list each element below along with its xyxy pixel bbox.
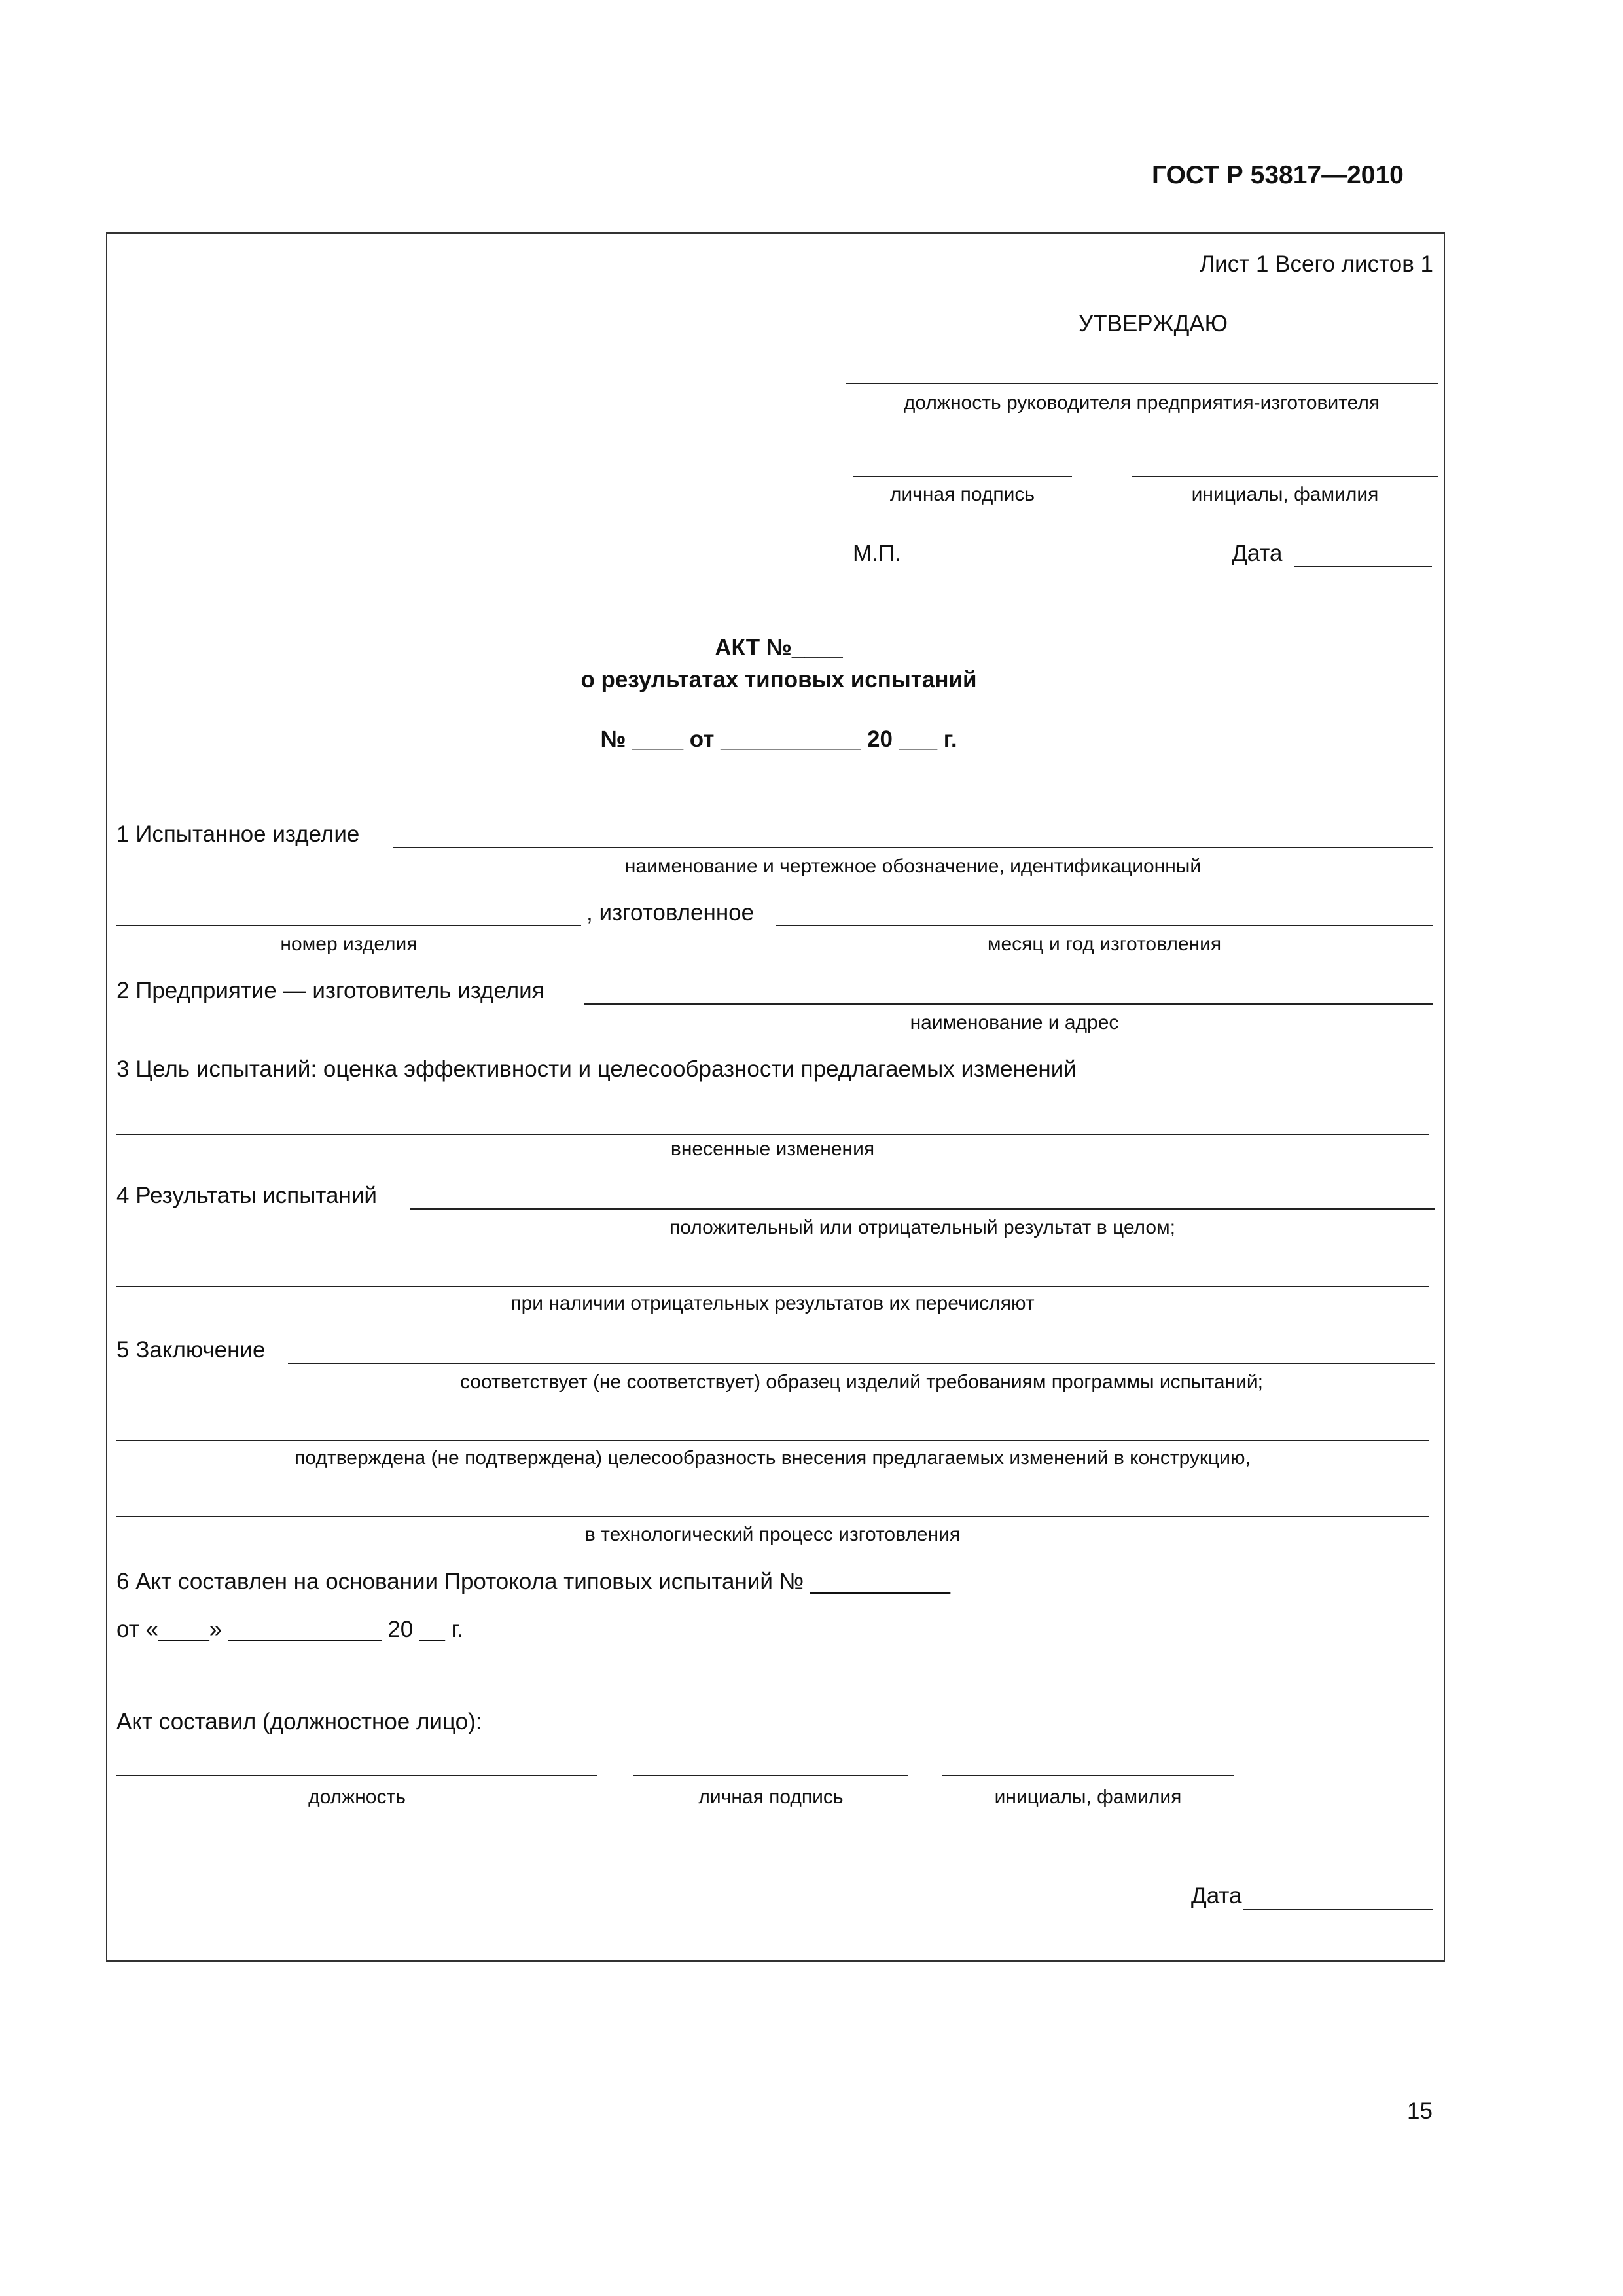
item5-line2[interactable] [116,1440,1429,1441]
position-caption: должность руководителя предприятия-изготовителя [903,392,1380,414]
item4-line[interactable] [410,1208,1435,1210]
position-line[interactable] [846,383,1438,384]
signoff-signature-line[interactable] [633,1775,908,1776]
signoff-date-line[interactable] [1243,1909,1433,1910]
item4-caption2: при наличии отрицательных результатов их перечисляют [510,1293,1035,1314]
item2-line[interactable] [584,1003,1433,1005]
signoff-name-line[interactable] [942,1775,1234,1776]
act-number-date: № ____ от ___________ 20 ___ г. [600,726,957,752]
item6-date: от «____» ____________ 20 __ г. [116,1617,463,1642]
item5-line3[interactable] [116,1516,1429,1517]
standard-code: ГОСТ Р 53817—2010 [1152,161,1404,189]
signoff-position-line[interactable] [116,1775,597,1776]
act-title: АКТ №____ [715,635,843,660]
item1-month-caption: месяц и год изготовления [987,933,1222,955]
item4-caption1: положительный или отрицательный результат в целом; [669,1217,1175,1238]
item2-caption: наименование и адрес [910,1012,1119,1033]
approval-date-line[interactable] [1294,566,1432,567]
item1-label: 1 Испытанное изделие [116,821,360,847]
signoff-signature-caption: личная подпись [698,1786,844,1808]
item2-label: 2 Предприятие — изготовитель изделия [116,978,544,1003]
item5-line[interactable] [288,1363,1435,1364]
item4-line2[interactable] [116,1286,1429,1287]
page-number: 15 [1407,2098,1433,2124]
item1-number-line[interactable] [116,925,581,926]
item4-label: 4 Результаты испытаний [116,1183,377,1208]
item3-label: 3 Цель испытаний: оценка эффективности и целесообразности предлагаемых изменений [116,1056,1077,1082]
item1-caption: наименование и чертежное обозначение, идентификационный [624,855,1202,877]
item1-month-line[interactable] [776,925,1433,926]
sheet-count: Лист 1 Всего листов 1 [1200,251,1433,277]
signoff-label: Акт составил (должностное лицо): [116,1709,482,1734]
item5-label: 5 Заключение [116,1337,266,1363]
item6-label: 6 Акт составлен на основании Протокола типовых испытаний № ___________ [116,1569,950,1594]
item1-line[interactable] [393,847,1433,848]
signoff-position-caption: должность [308,1786,406,1808]
item3-caption: внесенные изменения [670,1138,875,1160]
item5-caption2: подтверждена (не подтверждена) целесообразность внесения предлагаемых изменений в конструкцию, [294,1447,1251,1469]
approve-heading: УТВЕРЖДАЮ [1079,311,1228,336]
signature-line[interactable] [853,476,1072,477]
item5-caption3: в технологический процесс изготовления [584,1524,961,1545]
item1-number-caption: номер изделия [280,933,418,955]
item3-line[interactable] [116,1134,1429,1135]
item1-made-label: , изготовленное [586,900,755,925]
signoff-date-label: Дата [1191,1883,1242,1909]
stamp-mark: М.П. [853,541,901,566]
name-caption: инициалы, фамилия [1191,484,1379,505]
name-line[interactable] [1132,476,1438,477]
signoff-name-caption: инициалы, фамилия [994,1786,1182,1808]
approval-date-label: Дата [1232,541,1283,566]
act-subtitle: о результатах типовых испытаний [580,667,977,692]
item5-caption1: соответствует (не соответствует) образец изделий требованиям программы испытаний; [460,1371,1263,1393]
signature-caption: личная подпись [889,484,1035,505]
